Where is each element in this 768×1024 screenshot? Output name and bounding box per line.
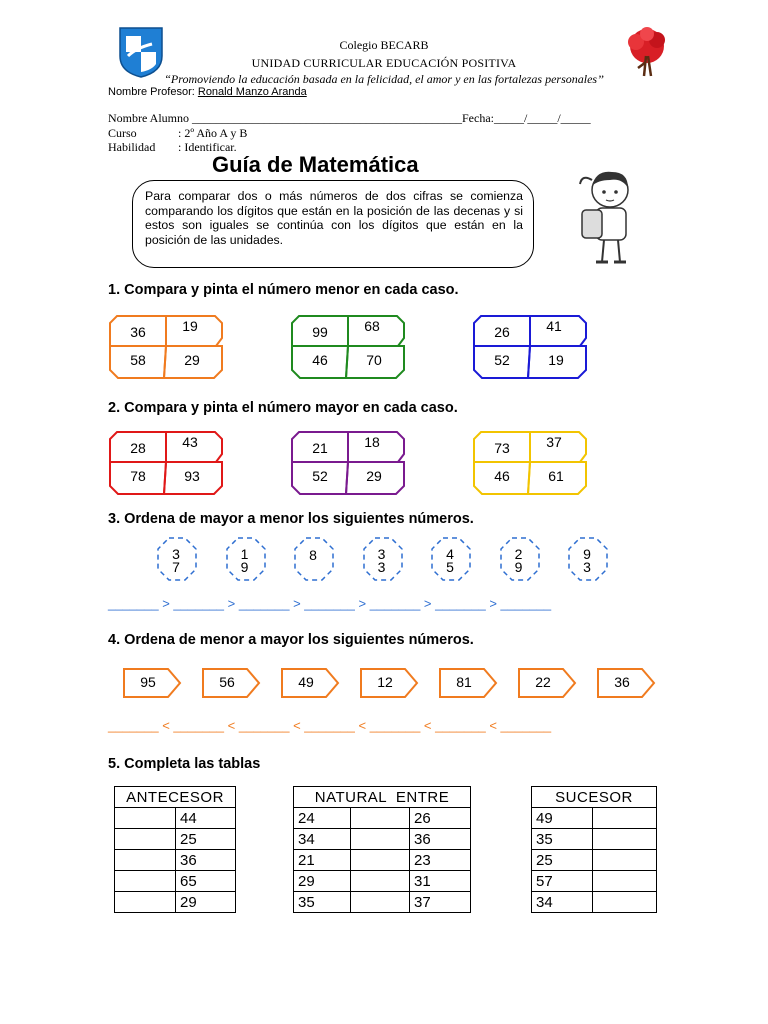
table-value: 37 — [410, 892, 471, 913]
table-value: 36 — [410, 829, 471, 850]
table-value: 35 — [532, 829, 593, 850]
natural-entre-header: NATURAL ENTRE — [294, 787, 471, 808]
course-label: Curso — [108, 126, 137, 140]
table-value: 29 — [294, 871, 351, 892]
answer-cell[interactable] — [593, 829, 657, 850]
number-cell[interactable]: 29 — [366, 468, 382, 484]
table-value: 49 — [532, 808, 593, 829]
digit-bottom: 3 — [377, 559, 386, 575]
teacher-line — [108, 86, 307, 98]
answer-cell[interactable] — [351, 808, 410, 829]
section1-box-1 — [108, 314, 222, 378]
school-name: Colegio BECARB — [339, 38, 429, 52]
section4-answer-line[interactable]: _______ < _______ < _______ < _______ < _______ < _______ < _______ — [108, 718, 552, 733]
digit-top: 1 — [240, 546, 249, 562]
number-cell[interactable]: 46 — [494, 468, 510, 484]
answer-cell[interactable] — [351, 850, 410, 871]
number-cell[interactable]: 21 — [312, 440, 328, 456]
date-label[interactable]: Fecha:_____/_____/_____ — [462, 111, 591, 125]
arrow-number — [201, 666, 261, 698]
digit-bottom: 5 — [446, 559, 454, 575]
student-line — [108, 111, 591, 126]
digit-top: 2 — [514, 546, 523, 562]
section2-title: 2. Compara y pinta el número mayor en cada caso. — [108, 400, 458, 416]
digit-bottom: 7 — [172, 559, 180, 575]
section2-box-3 — [472, 430, 586, 494]
page-title: Guía de Matemática — [212, 152, 419, 177]
number-cell[interactable]: 68 — [364, 318, 380, 334]
arrow-number-label: 36 — [614, 674, 630, 690]
digit-top: 3 — [172, 546, 180, 562]
number-cell[interactable]: 28 — [130, 440, 146, 456]
answer-cell[interactable] — [115, 892, 176, 913]
section3-answer-line[interactable]: _______ > _______ > _______ > _______ > _______ > _______ > _______ — [108, 596, 552, 611]
arrow-number-label: 56 — [219, 674, 235, 690]
number-cell[interactable]: 99 — [312, 324, 328, 340]
table-value: 25 — [532, 850, 593, 871]
number-cell[interactable]: 19 — [548, 352, 564, 368]
octagon-number — [225, 536, 265, 580]
section4-title: 4. Ordena de menor a mayor los siguientes números. — [108, 632, 474, 648]
digit-top: 3 — [377, 546, 386, 562]
number-cell[interactable]: 78 — [130, 468, 146, 484]
section3-title: 3. Ordena de mayor a menor los siguientes números. — [108, 511, 474, 527]
table-value: 24 — [294, 808, 351, 829]
number-cell[interactable]: 46 — [312, 352, 328, 368]
digit-top: 9 — [583, 546, 591, 562]
section2-box-2 — [290, 430, 404, 494]
digit-bottom: 9 — [514, 559, 523, 575]
number-cell[interactable]: 37 — [546, 434, 562, 450]
course-line — [108, 126, 247, 141]
table-value: 57 — [532, 871, 593, 892]
sucesor-table — [531, 786, 657, 913]
answer-cell[interactable] — [115, 808, 176, 829]
number-cell[interactable]: 58 — [130, 352, 146, 368]
answer-cell[interactable] — [351, 829, 410, 850]
number-cell[interactable]: 61 — [548, 468, 564, 484]
natural-entre-table — [293, 786, 471, 913]
girl-illustration — [566, 166, 652, 271]
answer-cell[interactable] — [593, 808, 657, 829]
student-label: Nombre Alumno — [108, 111, 189, 125]
answer-cell[interactable] — [593, 850, 657, 871]
answer-cell[interactable] — [115, 850, 176, 871]
arrow-number — [280, 666, 340, 698]
arrow-number-label: 81 — [456, 674, 472, 690]
table-value: 34 — [294, 829, 351, 850]
curricular-unit: UNIDAD CURRICULAR EDUCACIÓN POSITIVA — [251, 56, 517, 70]
teacher-name: Ronald Manzo Aranda — [197, 86, 307, 98]
antecesor-table — [114, 786, 236, 913]
number-cell[interactable]: 41 — [546, 318, 562, 334]
number-cell[interactable]: 43 — [182, 434, 198, 450]
arrow-number-label: 22 — [535, 674, 551, 690]
section1-title: 1. Compara y pinta el número menor en cada caso. — [108, 282, 459, 298]
number-cell[interactable]: 73 — [494, 440, 510, 456]
arrow-number-label: 12 — [377, 674, 393, 690]
number-cell[interactable]: 36 — [130, 324, 146, 340]
motto: “Promoviendo la educación basada en la felicidad, el amor y en las fortalezas personales’’ — [164, 72, 604, 86]
number-cell[interactable]: 29 — [184, 352, 200, 368]
skill-value: : Identificar. — [178, 140, 237, 154]
table-value: 29 — [176, 892, 236, 913]
antecesor-header: ANTECESOR — [115, 787, 236, 808]
number-cell[interactable]: 70 — [366, 352, 382, 368]
table-value: 31 — [410, 871, 471, 892]
section5-title: 5. Completa las tablas — [108, 756, 261, 772]
table-value: 21 — [294, 850, 351, 871]
number-cell[interactable]: 52 — [494, 352, 510, 368]
skill-label: Habilidad — [108, 140, 156, 154]
table-value: 65 — [176, 871, 236, 892]
digit-bottom: 9 — [240, 559, 249, 575]
arrow-number — [596, 666, 656, 698]
arrow-number — [359, 666, 419, 698]
arrow-number — [122, 666, 182, 698]
answer-cell[interactable] — [593, 871, 657, 892]
number-cell[interactable]: 93 — [184, 468, 200, 484]
intro-text: Para comparar dos o más números de dos cifras se comienza comparando los dígitos que están en la posición de las decenas y si estos son iguales se continúa con los dígitos que están en la posición de las unidades. — [145, 189, 523, 247]
section1-box-3 — [472, 314, 586, 378]
number-cell[interactable]: 18 — [364, 434, 380, 450]
table-value: 25 — [176, 829, 236, 850]
course-value: : 2º Año A y B — [178, 126, 248, 140]
arrow-number-label: 49 — [298, 674, 314, 690]
octagon-number — [430, 536, 470, 580]
answer-cell[interactable] — [115, 871, 176, 892]
digit-bottom: 3 — [583, 559, 591, 575]
table-value: 36 — [176, 850, 236, 871]
arrow-number — [517, 666, 577, 698]
arrow-number-label: 95 — [140, 674, 156, 690]
octagon-number — [293, 536, 333, 580]
arrow-number — [438, 666, 498, 698]
answer-cell[interactable] — [593, 892, 657, 913]
octagon-number — [156, 536, 196, 580]
teacher-label: Nombre Profesor: — [108, 86, 198, 98]
sucesor-header: SUCESOR — [532, 787, 657, 808]
answer-cell[interactable] — [351, 871, 410, 892]
digit-top: 4 — [446, 546, 454, 562]
digit-top: 8 — [309, 547, 317, 563]
table-value: 23 — [410, 850, 471, 871]
octagon-number — [499, 536, 539, 580]
octagon-number — [362, 536, 402, 580]
intro-box — [132, 180, 534, 268]
table-value: 35 — [294, 892, 351, 913]
answer-cell[interactable] — [351, 892, 410, 913]
octagon-number — [567, 536, 607, 580]
section2-box-1 — [108, 430, 222, 494]
table-value: 44 — [176, 808, 236, 829]
table-value: 34 — [532, 892, 593, 913]
number-cell[interactable]: 19 — [182, 318, 198, 334]
number-cell[interactable]: 26 — [494, 324, 510, 340]
section1-box-2 — [290, 314, 404, 378]
answer-cell[interactable] — [115, 829, 176, 850]
table-value: 26 — [410, 808, 471, 829]
student-blank[interactable]: _____________________________________________ — [192, 111, 462, 125]
number-cell[interactable]: 52 — [312, 468, 328, 484]
